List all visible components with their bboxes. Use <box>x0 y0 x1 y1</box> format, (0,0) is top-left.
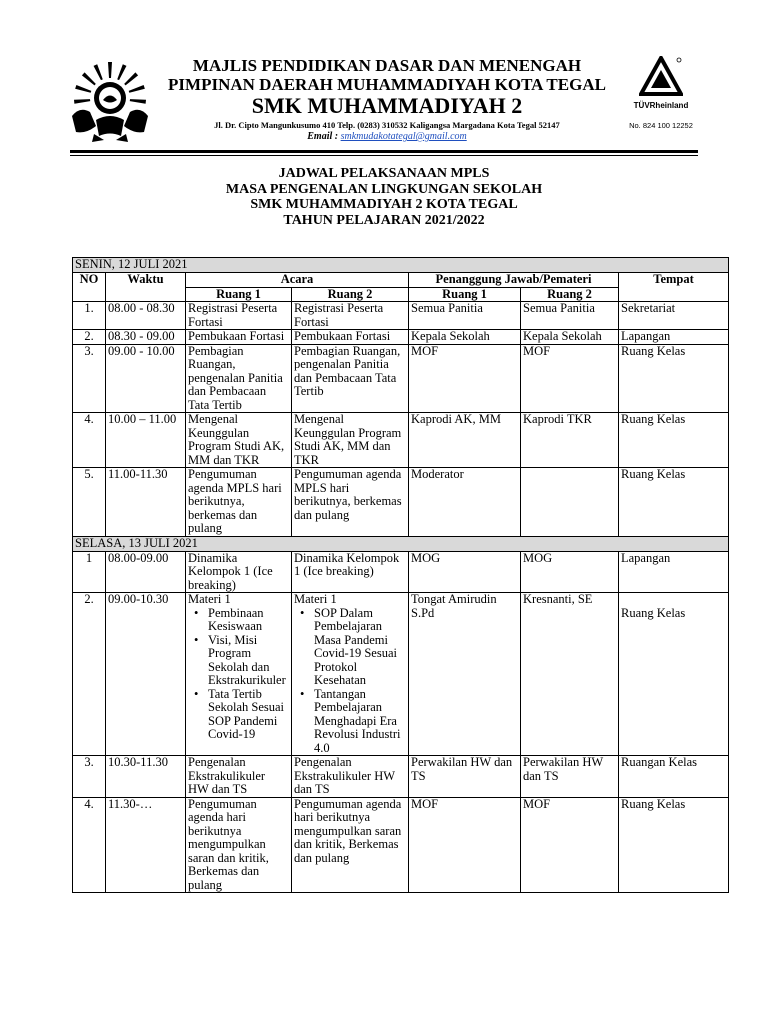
cell-pj-ruang2 <box>521 468 619 537</box>
materi-list <box>294 607 406 756</box>
cell-waktu: 09.00 - 10.00 <box>106 344 186 413</box>
cell-waktu: 08.00 - 08.30 <box>106 302 186 330</box>
cell-tempat: Ruang Kelas <box>619 468 729 537</box>
subheader-pj-ruang2: Ruang 2 <box>521 287 619 302</box>
header-acara: Acara <box>186 273 409 288</box>
cell-waktu: 08.00-09.00 <box>106 551 186 593</box>
cell-pj-ruang2: Kepala Sekolah <box>521 330 619 345</box>
title-line1: JADWAL PELAKSANAAN MPLS <box>278 166 490 181</box>
cell-tempat: Lapangan <box>619 551 729 593</box>
day-header: SENIN, 12 JULI 2021 <box>73 258 729 273</box>
cell-pj-ruang2: Kresnanti, SE <box>521 593 619 756</box>
certifier-name: TÜVRheinland <box>633 101 689 110</box>
email-link[interactable]: smkmudakotategal@gmail.com <box>340 131 467 142</box>
letterhead-rule-thin <box>70 155 698 156</box>
table-row <box>73 330 729 345</box>
cell-pj-ruang2: Perwakilan HW dan TS <box>521 756 619 798</box>
cell-no: 2. <box>73 593 106 756</box>
cell-tempat <box>619 593 729 756</box>
cell-pj-ruang2: MOG <box>521 551 619 593</box>
cell-acara-ruang2: Pembagian Ruangan, pengenalan Panitia dan Pembacaan Tata Tertib <box>292 344 409 413</box>
subheader-acara-ruang2: Ruang 2 <box>292 287 409 302</box>
cell-waktu: 11.30-… <box>106 797 186 893</box>
cell-waktu: 10.00 – 11.00 <box>106 413 186 468</box>
materi-title: Materi 1 <box>188 592 231 606</box>
cell-acara-ruang1: Pengenalan Ekstrakulikuler HW dan TS <box>186 756 292 798</box>
table-row <box>73 468 729 537</box>
cell-acara-ruang1: Pengumuman agenda MPLS hari berikutnya, berkemas dan pulang <box>186 468 292 537</box>
cell-acara-ruang2: Registrasi Peserta Fortasi <box>292 302 409 330</box>
cell-tempat: Ruangan Kelas <box>619 756 729 798</box>
cell-acara-ruang1: Pembagian Ruangan, pengenalan Panitia dan Pembacaan Tata Tertib <box>186 344 292 413</box>
materi-title: Materi 1 <box>294 592 337 606</box>
cell-pj-ruang1: MOF <box>409 797 521 893</box>
cell-tempat-text: Ruang Kelas <box>621 606 686 620</box>
cell-acara-ruang2: Pengumuman agenda MPLS hari berikutnya, berkemas dan pulang <box>292 468 409 537</box>
cell-acara-ruang2: Pengenalan Ekstrakulikuler HW dan TS <box>292 756 409 798</box>
cell-waktu: 09.00-10.30 <box>106 593 186 756</box>
email-label: Email : <box>307 131 341 142</box>
school-name: SMK MUHAMMADIYAH 2 <box>251 93 523 118</box>
materi-list <box>188 607 289 742</box>
cell-tempat: Sekretariat <box>619 302 729 330</box>
cell-no: 4. <box>73 797 106 893</box>
cell-acara-ruang1: Dinamika Kelompok 1 (Ice breaking) <box>186 551 292 593</box>
school-address: Jl. Dr. Cipto Mangunkusumo 410 Telp. (0283) 310532 Kaligangsa Margadana Kota Tegal 52147 <box>214 120 560 130</box>
cell-acara-ruang2: Pengumuman agenda hari berikutnya mengumpulkan saran dan kritik, Berkemas dan pulang <box>292 797 409 893</box>
list-item: • Visi, Misi Program Sekolah dan Ekstrakurikuler <box>208 634 289 688</box>
cell-pj-ruang1: Tongat Amirudin S.Pd <box>409 593 521 756</box>
cell-acara-ruang1 <box>186 593 292 756</box>
subheader-pj-ruang1: Ruang 1 <box>409 287 521 302</box>
cell-no: 1. <box>73 302 106 330</box>
org-name-line2: PIMPINAN DAERAH MUHAMMADIYAH KOTA TEGAL <box>168 75 606 94</box>
cell-pj-ruang1: Kaprodi AK, MM <box>409 413 521 468</box>
cell-pj-ruang2: MOF <box>521 797 619 893</box>
cell-waktu: 11.00-11.30 <box>106 468 186 537</box>
table-header-row <box>73 273 729 288</box>
cell-tempat: Ruang Kelas <box>619 413 729 468</box>
table-row <box>73 302 729 330</box>
cell-pj-ruang2: Semua Panitia <box>521 302 619 330</box>
table-row <box>73 551 729 593</box>
letterhead-text <box>162 56 612 143</box>
title-line2: MASA PENGENALAN LINGKUNGAN SEKOLAH <box>225 181 543 197</box>
header-penanggung-jawab: Penanggung Jawab/Pemateri <box>409 273 619 288</box>
cell-acara-ruang2: Mengenal Keunggulan Program Studi AK, MM dan TKR <box>292 413 409 468</box>
cell-acara-ruang1: Pengumuman agenda hari berikutnya mengumpulkan saran dan kritik, Berkemas dan pulang <box>186 797 292 893</box>
certification-mark <box>620 56 702 144</box>
letterhead-rule-thick <box>70 150 698 153</box>
cell-acara-ruang2 <box>292 593 409 756</box>
muhammadiyah-logo-icon <box>66 60 154 142</box>
cell-waktu: 08.30 - 09.00 <box>106 330 186 345</box>
cell-pj-ruang1: Semua Panitia <box>409 302 521 330</box>
table-row <box>73 756 729 798</box>
header-waktu: Waktu <box>106 273 186 302</box>
cell-pj-ruang1: MOG <box>409 551 521 593</box>
cell-tempat: Lapangan <box>619 330 729 345</box>
cell-no: 3. <box>73 344 106 413</box>
tuv-triangle-icon <box>639 56 683 96</box>
cell-acara-ruang1: Pembukaan Fortasi <box>186 330 292 345</box>
cell-no: 4. <box>73 413 106 468</box>
list-item: • SOP Dalam Pembelajaran Masa Pandemi Covid-19 Sesuai Protokol Kesehatan <box>314 607 406 688</box>
list-item: • Tantangan Pembelajaran Menghadapi Era Revolusi Industri 4.0 <box>314 688 406 756</box>
list-item: • Pembinaan Kesiswaan <box>208 607 289 634</box>
table-row <box>73 797 729 893</box>
table-row <box>73 413 729 468</box>
document-title <box>0 166 768 228</box>
day-header: SELASA, 13 JULI 2021 <box>73 536 729 551</box>
letterhead <box>66 56 702 148</box>
cell-waktu: 10.30-11.30 <box>106 756 186 798</box>
day-header-row <box>73 536 729 551</box>
org-name-line1: MAJLIS PENDIDIKAN DASAR DAN MENENGAH <box>192 56 582 75</box>
header-tempat: Tempat <box>619 273 729 302</box>
cell-no: 2. <box>73 330 106 345</box>
table-row <box>73 344 729 413</box>
title-line3: SMK MUHAMMADIYAH 2 KOTA TEGAL <box>250 197 518 212</box>
cell-pj-ruang2: Kaprodi TKR <box>521 413 619 468</box>
cell-no: 3. <box>73 756 106 798</box>
cell-tempat: Ruang Kelas <box>619 344 729 413</box>
title-line4: TAHUN PELAJARAN 2021/2022 <box>283 212 485 228</box>
school-email <box>162 131 612 143</box>
certificate-number: No. 824 100 12252 <box>629 121 693 130</box>
cell-tempat: Ruang Kelas <box>619 797 729 893</box>
list-item: • Tata Tertib Sekolah Sesuai SOP Pandemi Covid-19 <box>208 688 289 742</box>
cell-pj-ruang1: Moderator <box>409 468 521 537</box>
cell-no: 1 <box>73 551 106 593</box>
day-header-row <box>73 258 729 273</box>
cell-no: 5. <box>73 468 106 537</box>
cell-acara-ruang2: Pembukaan Fortasi <box>292 330 409 345</box>
cell-pj-ruang1: MOF <box>409 344 521 413</box>
header-no: NO <box>73 273 106 302</box>
cell-pj-ruang1: Perwakilan HW dan TS <box>409 756 521 798</box>
cell-acara-ruang1: Registrasi Peserta Fortasi <box>186 302 292 330</box>
subheader-acara-ruang1: Ruang 1 <box>186 287 292 302</box>
cell-pj-ruang2: MOF <box>521 344 619 413</box>
table-row <box>73 593 729 756</box>
cell-pj-ruang1: Kepala Sekolah <box>409 330 521 345</box>
cell-acara-ruang2: Dinamika Kelompok 1 (Ice breaking) <box>292 551 409 593</box>
cell-acara-ruang1: Mengenal Keunggulan Program Studi AK, MM dan TKR <box>186 413 292 468</box>
schedule-table <box>72 257 729 893</box>
